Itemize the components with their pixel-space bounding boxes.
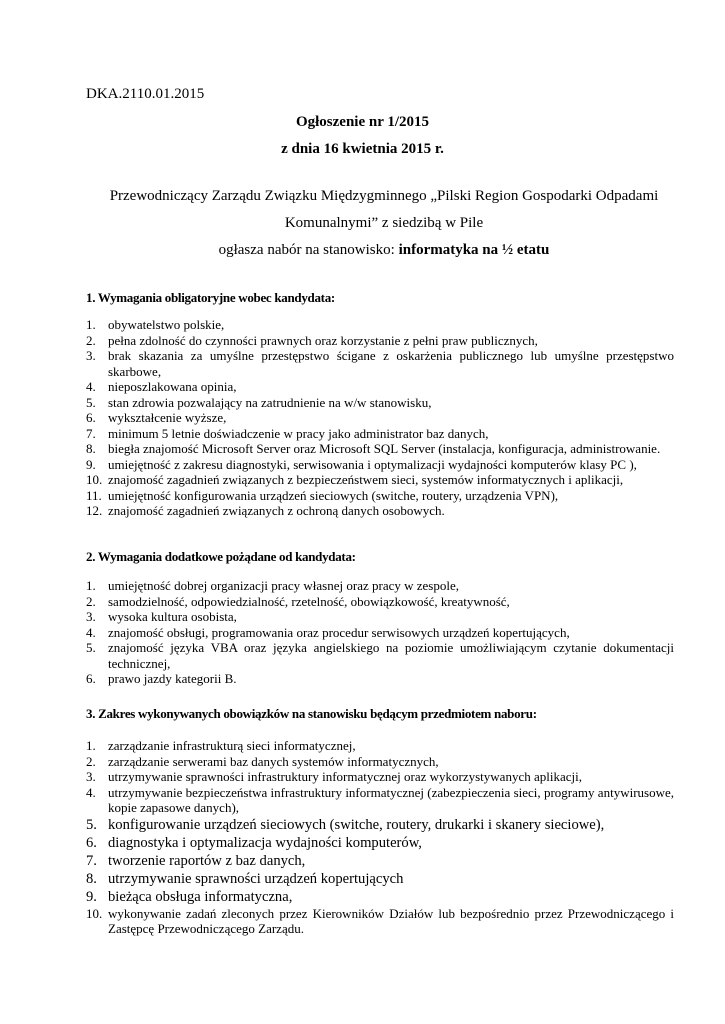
list-item-number: 7. [86,425,96,441]
list-item-number: 5. [86,640,96,655]
list-item-text: konfigurowanie urządzeń sieciowych (switche, routery, drukarki i skanery sieciowe), [108,816,605,833]
list-item-number: 9. [86,456,96,472]
list-item [86,333,674,349]
list-item-text: minimum 5 letnie doświadczenie w pracy jako administrator baz danych, [108,425,489,441]
list-item [86,816,674,834]
list-item [86,906,674,937]
list-item-text: wykształcenie wyższe, [108,410,227,425]
list-item-number: 4. [86,379,96,394]
list-item-number: 10. [86,472,103,487]
list-item [86,578,674,594]
list-duties [86,738,674,937]
list-item-text: diagnostyka i optymalizacja wydajności komputerów, [108,834,422,851]
list-item-text: biegła znajomość Microsoft Server oraz Microsoft SQL Server (instalacja, konfiguracja, administrowanie. [108,441,661,456]
list-item-text: umiejętność z zakresu diagnostyki, serwisowania i optymalizacji wydajności komputerów klasy PC ), [108,456,637,472]
list-item [86,457,674,473]
list-item-number: 8. [86,870,97,887]
list-item-number: 5. [86,394,96,410]
list-item-text: znajomość zagadnień związanych z ochroną danych osobowych. [108,503,445,518]
list-item-number: 2. [86,593,96,609]
list-item [86,348,674,379]
list-item-number: 1. [86,738,96,753]
list-item-text: wykonywanie zadań zleconych przez Kierowników Działów lub bezpośrednio przez Przewodniczącego i Zastępcę Przewodniczącego Zarządu. [108,905,674,936]
list-item-number: 2. [86,753,96,769]
intro-line-3: ogłasza nabór na stanowisko: [218,242,399,258]
list-item [86,609,674,625]
list-item-text: zarządzanie infrastrukturą sieci informatycznej, [108,738,356,753]
list-item [86,472,674,488]
list-item-text: samodzielność, odpowiedzialność, rzetelność, obowiązkowość, kreatywność, [108,593,510,609]
list-item-text: umiejętność konfigurowania urządzeń sieciowych (switche, routery, urządzenia VPN), [108,487,559,503]
list-item [86,625,674,641]
list-item-number: 5. [86,816,97,833]
list-item-number: 2. [86,332,96,348]
list-item-text: bieżąca obsługa informatyczna, [108,888,293,905]
list-item-number: 3. [86,348,96,363]
list-item [86,852,674,870]
list-item-text: zarządzanie serwerami baz danych systemów informatycznych, [108,753,439,769]
list-item-number: 11. [86,487,102,503]
list-requirements [86,317,674,519]
list-item-number: 7. [86,852,97,869]
list-item [86,870,674,888]
list-item [86,379,674,395]
list-item-number: 3. [86,609,96,624]
position-name: informatyka na ½ etatu [398,242,550,258]
list-item-number: 6. [86,671,96,686]
section-heading-additional: 2. Wymagania dodatkowe pożądane od kandydata: [86,549,356,564]
section-heading-requirements: 1. Wymagania obligatoryjne wobec kandydata: [86,290,335,305]
list-item [86,888,674,906]
list-item [86,426,674,442]
intro-position [60,237,708,264]
list-item-text: utrzymywanie bezpieczeństwa infrastruktury informatycznej (zabezpieczenia sieci, programy antywirusowe, kopie zapasowe danych), [108,784,674,815]
list-item [86,441,674,457]
list-item [86,395,674,411]
list-item [86,317,674,333]
list-additional [86,578,674,687]
list-item-text: pełna zdolność do czynności prawnych oraz korzystanie z pełni praw publicznych, [108,332,538,348]
list-item [86,503,674,519]
list-item-text: utrzymywanie sprawności urządzeń kopertujących [108,870,404,887]
list-item-text: obywatelstwo polskie, [108,317,225,332]
list-item-number: 10. [86,905,103,921]
list-item [86,410,674,426]
document-reference: DKA.2110.01.2015 [86,86,205,102]
list-item-number: 4. [86,784,96,800]
list-item [86,785,674,816]
list-item-text: nieposzlakowana opinia, [108,379,237,394]
list-item-text: stan zdrowia pozwalający na zatrudnienie na w/w stanowisku, [108,394,432,410]
list-item [86,834,674,852]
list-item-text: wysoka kultura osobista, [108,609,237,624]
announcement-title: Ogłoszenie nr 1/2015 [295,114,430,130]
list-item-number: 12. [86,503,103,518]
list-item-text: prawo jazdy kategorii B. [108,671,237,686]
list-item-text: znajomość języka VBA oraz języka angielskiego na poziomie umożliwiającym czytanie dokumentacji technicznej, [108,640,674,671]
intro-line-2: Komunalnymi” z siedzibą w Pile [284,215,484,231]
list-item [86,738,674,754]
list-item-number: 4. [86,624,96,640]
intro-text [60,183,708,237]
list-item-text: umiejętność dobrej organizacji pracy własnej oraz pracy w zespole, [108,578,459,593]
list-item [86,488,674,504]
list-item-number: 6. [86,410,96,425]
list-item [86,594,674,610]
list-item-text: znajomość zagadnień związanych z bezpieczeństwem sieci, systemów informatycznych i aplikacji, [108,472,624,487]
list-item-text: utrzymywanie sprawności infrastruktury informatycznej oraz wykorzystywanych aplikacji, [108,769,582,784]
list-item-number: 1. [86,317,96,332]
list-item-number: 3. [86,769,96,784]
list-item-number: 1. [86,578,96,593]
list-item-number: 8. [86,441,96,456]
list-item-text: znajomość obsługi, programowania oraz procedur serwisowych urządzeń kopertujących, [108,624,570,640]
section-heading-duties: 3. Zakres wykonywanych obowiązków na stanowisku będącym przedmiotem naboru: [86,706,537,721]
list-item [86,671,674,687]
list-item [86,769,674,785]
list-item-text: brak skazania za umyślne przestępstwo ścigane z oskarżenia publicznego lub umyślne przestępstwo skarbowe, [108,348,674,379]
list-item [86,754,674,770]
list-item [86,640,674,671]
intro-line-1: Przewodniczący Zarządu Związku Międzygminnego „Pilski Region Gospodarki Odpadami [109,188,659,204]
announcement-date: z dnia 16 kwietnia 2015 r. [281,141,444,157]
list-item-number: 9. [86,888,97,905]
list-item-text: tworzenie raportów z baz danych, [108,852,306,869]
list-item-number: 6. [86,834,97,851]
